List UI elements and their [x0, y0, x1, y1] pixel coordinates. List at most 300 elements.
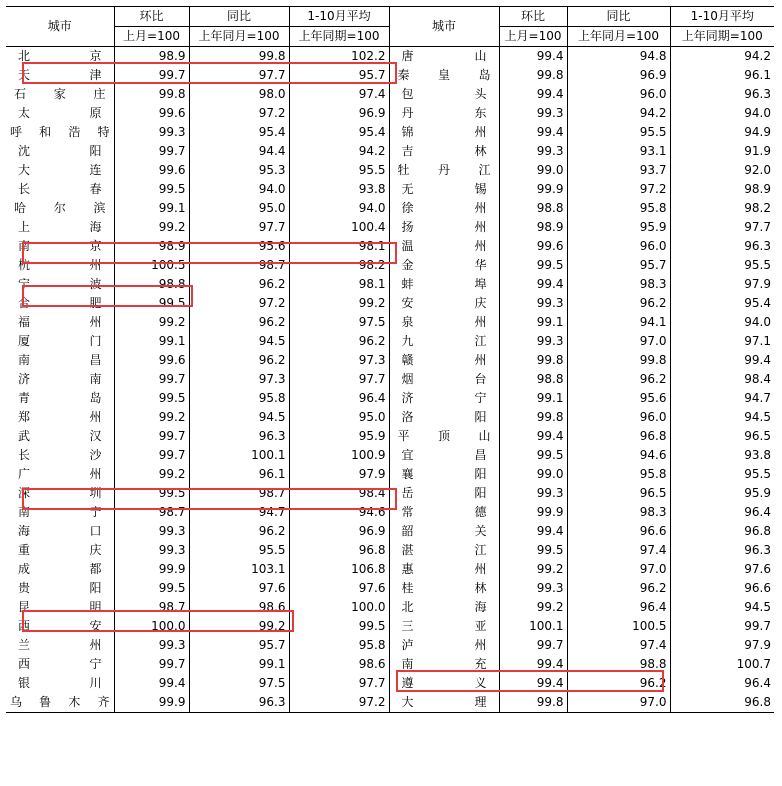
- yoy-cell-left: 98.7: [189, 484, 289, 503]
- yoy-cell-left: 95.6: [189, 237, 289, 256]
- city-cell-right: 南充: [389, 655, 499, 674]
- mom-cell-right: 99.4: [499, 47, 567, 67]
- yoy-cell-right: 95.6: [567, 389, 670, 408]
- avg-cell-left: 96.9: [289, 522, 389, 541]
- avg-cell-left: 106.8: [289, 560, 389, 579]
- header-yoy-right: 同比: [567, 7, 670, 27]
- yoy-cell-right: 97.0: [567, 332, 670, 351]
- yoy-cell-left: 103.1: [189, 560, 289, 579]
- mom-cell-right: 99.3: [499, 332, 567, 351]
- city-cell-left: 兰州: [6, 636, 114, 655]
- table-row: [6, 66, 774, 85]
- mom-cell-right: 99.5: [499, 446, 567, 465]
- yoy-cell-right: 96.6: [567, 522, 670, 541]
- yoy-cell-right: 95.5: [567, 123, 670, 142]
- city-cell-right: 泉州: [389, 313, 499, 332]
- mom-cell-left: 99.5: [114, 294, 189, 313]
- table-row: [6, 446, 774, 465]
- avg-cell-right: 98.9: [744, 182, 771, 196]
- city-cell-right: 湛江: [389, 541, 499, 560]
- yoy-cell-right: 97.4: [567, 636, 670, 655]
- yoy-cell-left: 95.7: [189, 636, 289, 655]
- avg-cell-left: 97.6: [289, 579, 389, 598]
- table-row: [6, 465, 774, 484]
- avg-cell-left: 99.5: [289, 617, 389, 636]
- city-cell-left: 大连: [6, 161, 114, 180]
- city-cell-right: 三亚: [389, 617, 499, 636]
- mom-cell-left: 99.1: [114, 199, 189, 218]
- mom-cell-left: 98.9: [114, 47, 189, 67]
- yoy-cell-left: 99.1: [189, 655, 289, 674]
- mom-cell-left: 99.3: [114, 636, 189, 655]
- yoy-cell-left: 95.0: [189, 199, 289, 218]
- table-body: [6, 47, 774, 713]
- mom-cell-right: 98.8: [499, 370, 567, 389]
- table-row: [6, 332, 774, 351]
- mom-cell-left: 99.5: [114, 389, 189, 408]
- mom-cell-left: 99.3: [114, 522, 189, 541]
- yoy-cell-right: 96.2: [567, 579, 670, 598]
- city-cell-right: 吉林: [389, 142, 499, 161]
- yoy-cell-right: 96.2: [567, 370, 670, 389]
- header-avg-base-left: 上年同期=100: [289, 27, 389, 47]
- avg-cell-right: 95.4: [744, 296, 771, 310]
- avg-cell-left: 95.5: [289, 161, 389, 180]
- yoy-cell-left: 98.6: [189, 598, 289, 617]
- header-yoy-base-left: 上年同月=100: [189, 27, 289, 47]
- table-row: [6, 313, 774, 332]
- avg-cell-right: 94.7: [744, 391, 771, 405]
- table-row: [6, 579, 774, 598]
- yoy-cell-left: 95.4: [189, 123, 289, 142]
- mom-cell-left: 99.7: [114, 655, 189, 674]
- mom-cell-left: 99.7: [114, 66, 189, 85]
- city-cell-right: 洛阳: [389, 408, 499, 427]
- table-row: [6, 142, 774, 161]
- city-cell-left: 成都: [6, 560, 114, 579]
- avg-cell-right: 96.3: [744, 87, 771, 101]
- avg-cell-right: 99.4: [744, 353, 771, 367]
- mom-cell-right: 100.1: [499, 617, 567, 636]
- avg-cell-right: 96.6: [744, 581, 771, 595]
- city-cell-right: 济宁: [389, 389, 499, 408]
- avg-cell-right: 94.5: [744, 600, 771, 614]
- avg-cell-left: 97.7: [289, 674, 389, 693]
- city-cell-left: 广州: [6, 465, 114, 484]
- city-cell-right: 无锡: [389, 180, 499, 199]
- avg-cell-left: 97.5: [289, 313, 389, 332]
- city-cell-left: 济南: [6, 370, 114, 389]
- yoy-cell-right: 95.8: [567, 199, 670, 218]
- mom-cell-right: 99.0: [499, 465, 567, 484]
- mom-cell-left: 99.5: [114, 484, 189, 503]
- avg-cell-left: 100.4: [289, 218, 389, 237]
- avg-cell-left: 95.7: [289, 66, 389, 85]
- city-cell-left: 南宁: [6, 503, 114, 522]
- yoy-cell-right: 96.8: [567, 427, 670, 446]
- mom-cell-right: 98.8: [499, 199, 567, 218]
- city-cell-left: 太原: [6, 104, 114, 123]
- city-cell-right: 蚌埠: [389, 275, 499, 294]
- yoy-cell-left: 95.3: [189, 161, 289, 180]
- yoy-cell-left: 95.8: [189, 389, 289, 408]
- avg-cell-right: 96.4: [744, 676, 771, 690]
- avg-cell-right: 92.0: [744, 163, 771, 177]
- mom-cell-left: 98.7: [114, 503, 189, 522]
- avg-cell-left: 96.2: [289, 332, 389, 351]
- avg-cell-left: 94.2: [289, 142, 389, 161]
- mom-cell-left: 98.9: [114, 237, 189, 256]
- table-row: [6, 636, 774, 655]
- avg-cell-right: 96.4: [744, 505, 771, 519]
- mom-cell-left: 100.0: [114, 617, 189, 636]
- city-cell-left: 长沙: [6, 446, 114, 465]
- yoy-cell-left: 97.5: [189, 674, 289, 693]
- city-cell-left: 哈尔滨: [6, 199, 114, 218]
- mom-cell-left: 99.5: [114, 579, 189, 598]
- avg-cell-right: 96.3: [744, 239, 771, 253]
- avg-cell-right: 94.0: [744, 106, 771, 120]
- avg-cell-right: 96.1: [744, 68, 771, 82]
- city-cell-left: 武汉: [6, 427, 114, 446]
- mom-cell-right: 98.9: [499, 218, 567, 237]
- avg-cell-right: 93.8: [744, 448, 771, 462]
- city-cell-right: 锦州: [389, 123, 499, 142]
- table-row: [6, 161, 774, 180]
- mom-cell-right: 99.0: [499, 161, 567, 180]
- yoy-cell-right: 96.0: [567, 408, 670, 427]
- table-row: [6, 674, 774, 693]
- table-row: [6, 389, 774, 408]
- city-cell-right: 温州: [389, 237, 499, 256]
- table-row: [6, 237, 774, 256]
- avg-cell-right: 91.9: [744, 144, 771, 158]
- mom-cell-left: 98.8: [114, 275, 189, 294]
- mom-cell-left: 99.3: [114, 123, 189, 142]
- city-cell-right: 韶关: [389, 522, 499, 541]
- city-cell-left: 南京: [6, 237, 114, 256]
- mom-cell-left: 99.6: [114, 351, 189, 370]
- mom-cell-right: 99.4: [499, 85, 567, 104]
- avg-cell-left: 95.4: [289, 123, 389, 142]
- avg-cell-right: 98.2: [744, 201, 771, 215]
- city-cell-left: 郑州: [6, 408, 114, 427]
- avg-cell-right: 95.5: [744, 258, 771, 272]
- avg-cell-right: 97.7: [744, 220, 771, 234]
- city-cell-left: 昆明: [6, 598, 114, 617]
- avg-cell-right: 98.4: [744, 372, 771, 386]
- yoy-cell-left: 97.7: [189, 66, 289, 85]
- mom-cell-left: 99.6: [114, 104, 189, 123]
- yoy-cell-left: 94.7: [189, 503, 289, 522]
- avg-cell-right: 97.9: [744, 638, 771, 652]
- table-row: [6, 503, 774, 522]
- table-row: [6, 256, 774, 275]
- city-price-index-table: [6, 6, 774, 713]
- avg-cell-left: 98.1: [289, 237, 389, 256]
- table-row: [6, 484, 774, 503]
- yoy-cell-right: 96.4: [567, 598, 670, 617]
- avg-cell-left: 98.2: [289, 256, 389, 275]
- city-cell-right: 大理: [389, 693, 499, 713]
- avg-cell-right: 96.8: [670, 693, 774, 713]
- yoy-cell-left: 96.2: [189, 522, 289, 541]
- yoy-cell-right: 97.0: [567, 693, 670, 713]
- header-mom-left: 环比: [114, 7, 189, 27]
- header-city-right: 城市: [389, 7, 499, 47]
- yoy-cell-right: 98.3: [567, 503, 670, 522]
- avg-cell-left: 100.9: [289, 446, 389, 465]
- header-city-left: 城市: [6, 7, 114, 47]
- mom-cell-right: 99.4: [499, 655, 567, 674]
- avg-cell-left: 98.1: [289, 275, 389, 294]
- avg-cell-left: 95.0: [289, 408, 389, 427]
- avg-cell-left: 97.7: [289, 370, 389, 389]
- avg-cell-left: 102.2: [289, 47, 389, 67]
- city-cell-left: 乌鲁木齐: [6, 693, 114, 713]
- city-cell-right: 烟台: [389, 370, 499, 389]
- city-cell-left: 天津: [6, 66, 114, 85]
- city-cell-right: 惠州: [389, 560, 499, 579]
- mom-cell-right: 99.2: [499, 598, 567, 617]
- mom-cell-left: 99.4: [114, 674, 189, 693]
- mom-cell-right: 99.4: [499, 275, 567, 294]
- avg-cell-left: 96.9: [289, 104, 389, 123]
- mom-cell-right: 99.1: [499, 389, 567, 408]
- header-mom-base-right: 上月=100: [499, 27, 567, 47]
- avg-cell-left: 94.6: [289, 503, 389, 522]
- yoy-cell-left: 98.7: [189, 256, 289, 275]
- yoy-cell-right: 96.5: [567, 484, 670, 503]
- avg-cell-right: 96.3: [744, 543, 771, 557]
- yoy-cell-left: 96.2: [189, 351, 289, 370]
- mom-cell-right: 99.4: [499, 522, 567, 541]
- yoy-cell-left: 98.0: [189, 85, 289, 104]
- yoy-cell-left: 96.3: [189, 693, 289, 713]
- table-row: [6, 218, 774, 237]
- city-cell-right: 平顶山: [389, 427, 499, 446]
- avg-cell-left: 98.4: [289, 484, 389, 503]
- avg-cell-right: 97.9: [744, 277, 771, 291]
- price-index-table-container: [6, 6, 774, 776]
- mom-cell-right: 99.2: [499, 560, 567, 579]
- city-cell-left: 宁波: [6, 275, 114, 294]
- table-row: [6, 522, 774, 541]
- mom-cell-left: 99.8: [114, 85, 189, 104]
- mom-cell-right: 99.7: [499, 636, 567, 655]
- city-cell-right: 秦皇岛: [389, 66, 499, 85]
- yoy-cell-right: 94.6: [567, 446, 670, 465]
- city-cell-left: 上海: [6, 218, 114, 237]
- yoy-cell-right: 97.4: [567, 541, 670, 560]
- table-row: [6, 294, 774, 313]
- yoy-cell-left: 96.3: [189, 427, 289, 446]
- yoy-cell-right: 97.0: [567, 560, 670, 579]
- mom-cell-left: 99.2: [114, 218, 189, 237]
- yoy-cell-left: 97.6: [189, 579, 289, 598]
- header-avg-base-right: 上年同期=100: [670, 27, 774, 47]
- table-row: [6, 370, 774, 389]
- avg-cell-right: 96.5: [744, 429, 771, 443]
- city-cell-right: 安庆: [389, 294, 499, 313]
- mom-cell-left: 99.6: [114, 161, 189, 180]
- city-cell-left: 长春: [6, 180, 114, 199]
- avg-cell-left: 97.2: [289, 693, 389, 713]
- mom-cell-right: 99.5: [499, 256, 567, 275]
- mom-cell-left: 100.5: [114, 256, 189, 275]
- city-cell-left: 南昌: [6, 351, 114, 370]
- avg-cell-left: 99.2: [289, 294, 389, 313]
- avg-cell-right: 94.2: [670, 47, 774, 67]
- mom-cell-left: 99.7: [114, 427, 189, 446]
- yoy-cell-left: 94.4: [189, 142, 289, 161]
- avg-cell-left: 100.0: [289, 598, 389, 617]
- table-row: [6, 180, 774, 199]
- table-row: [6, 199, 774, 218]
- city-cell-left: 重庆: [6, 541, 114, 560]
- city-cell-left: 银川: [6, 674, 114, 693]
- avg-cell-left: 93.8: [289, 180, 389, 199]
- header-yoy-left: 同比: [189, 7, 289, 27]
- table-row: [6, 104, 774, 123]
- city-cell-right: 北海: [389, 598, 499, 617]
- mom-cell-right: 99.9: [499, 180, 567, 199]
- avg-cell-left: 96.8: [289, 541, 389, 560]
- yoy-cell-right: 99.8: [567, 351, 670, 370]
- yoy-cell-right: 96.0: [567, 237, 670, 256]
- city-cell-left: 北京: [6, 47, 114, 67]
- city-cell-left: 石家庄: [6, 85, 114, 104]
- mom-cell-right: 99.4: [499, 674, 567, 693]
- yoy-cell-left: 96.2: [189, 275, 289, 294]
- table-row: [6, 85, 774, 104]
- table-row: [6, 560, 774, 579]
- city-cell-right: 泸州: [389, 636, 499, 655]
- header-avg-right: 1-10月平均: [670, 7, 774, 27]
- mom-cell-left: 99.7: [114, 446, 189, 465]
- yoy-cell-right: 96.2: [567, 294, 670, 313]
- yoy-cell-right: 94.8: [567, 47, 670, 67]
- city-cell-left: 青岛: [6, 389, 114, 408]
- mom-cell-right: 99.1: [499, 313, 567, 332]
- header-avg-left: 1-10月平均: [289, 7, 389, 27]
- yoy-cell-left: 94.5: [189, 332, 289, 351]
- mom-cell-right: 99.3: [499, 579, 567, 598]
- yoy-cell-left: 97.2: [189, 104, 289, 123]
- avg-cell-right: 100.7: [736, 657, 771, 671]
- mom-cell-right: 99.3: [499, 294, 567, 313]
- mom-cell-right: 99.4: [499, 123, 567, 142]
- yoy-cell-right: 96.2: [567, 674, 670, 693]
- city-cell-right: 赣州: [389, 351, 499, 370]
- avg-cell-left: 94.0: [289, 199, 389, 218]
- mom-cell-left: 99.2: [114, 408, 189, 427]
- city-cell-right: 包头: [389, 85, 499, 104]
- mom-cell-right: 99.8: [499, 66, 567, 85]
- avg-cell-right: 95.9: [744, 486, 771, 500]
- city-cell-right: 牡丹江: [389, 161, 499, 180]
- yoy-cell-left: 97.2: [189, 294, 289, 313]
- table-row: [6, 123, 774, 142]
- yoy-cell-right: 95.7: [567, 256, 670, 275]
- yoy-cell-left: 99.2: [189, 617, 289, 636]
- yoy-cell-left: 94.5: [189, 408, 289, 427]
- header-mom-base-left: 上月=100: [114, 27, 189, 47]
- city-cell-right: 遵义: [389, 674, 499, 693]
- table-row: [6, 617, 774, 636]
- table-row: [6, 598, 774, 617]
- mom-cell-left: 99.7: [114, 142, 189, 161]
- city-cell-right: 常德: [389, 503, 499, 522]
- city-cell-left: 福州: [6, 313, 114, 332]
- avg-cell-right: 97.6: [744, 562, 771, 576]
- table-row: [6, 427, 774, 446]
- city-cell-left: 海口: [6, 522, 114, 541]
- table-row: [6, 275, 774, 294]
- city-cell-left: 合肥: [6, 294, 114, 313]
- yoy-cell-left: 96.2: [189, 313, 289, 332]
- mom-cell-left: 99.9: [114, 560, 189, 579]
- yoy-cell-right: 98.3: [567, 275, 670, 294]
- mom-cell-left: 99.2: [114, 465, 189, 484]
- avg-cell-left: 95.8: [289, 636, 389, 655]
- avg-cell-left: 97.3: [289, 351, 389, 370]
- mom-cell-right: 99.4: [499, 427, 567, 446]
- avg-cell-right: 94.9: [744, 125, 771, 139]
- city-cell-right: 丹东: [389, 104, 499, 123]
- city-cell-right: 宜昌: [389, 446, 499, 465]
- mom-cell-right: 99.6: [499, 237, 567, 256]
- avg-cell-left: 96.4: [289, 389, 389, 408]
- avg-cell-right: 97.1: [744, 334, 771, 348]
- mom-cell-right: 99.8: [499, 351, 567, 370]
- yoy-cell-left: 100.1: [189, 446, 289, 465]
- mom-cell-left: 98.7: [114, 598, 189, 617]
- yoy-cell-right: 100.5: [567, 617, 670, 636]
- city-cell-right: 唐山: [389, 47, 499, 67]
- city-cell-left: 杭州: [6, 256, 114, 275]
- mom-cell-left: 99.1: [114, 332, 189, 351]
- yoy-cell-right: 96.0: [567, 85, 670, 104]
- avg-cell-right: 94.5: [744, 410, 771, 424]
- city-cell-right: 襄阳: [389, 465, 499, 484]
- city-cell-right: 徐州: [389, 199, 499, 218]
- city-cell-left: 西安: [6, 617, 114, 636]
- city-cell-left: 深圳: [6, 484, 114, 503]
- yoy-cell-right: 96.9: [567, 66, 670, 85]
- yoy-cell-left: 94.0: [189, 180, 289, 199]
- yoy-cell-right: 95.8: [567, 465, 670, 484]
- mom-cell-left: 99.7: [114, 370, 189, 389]
- yoy-cell-left: 95.5: [189, 541, 289, 560]
- yoy-cell-right: 95.9: [567, 218, 670, 237]
- avg-cell-left: 95.9: [289, 427, 389, 446]
- city-cell-right: 扬州: [389, 218, 499, 237]
- mom-cell-right: 99.8: [499, 693, 567, 713]
- avg-cell-right: 99.7: [744, 619, 771, 633]
- table-row: [6, 351, 774, 370]
- avg-cell-right: 96.8: [744, 524, 771, 538]
- yoy-cell-left: 99.8: [189, 47, 289, 67]
- header-mom-right: 环比: [499, 7, 567, 27]
- city-cell-left: 贵阳: [6, 579, 114, 598]
- yoy-cell-right: 97.2: [567, 180, 670, 199]
- header-yoy-base-right: 上年同月=100: [567, 27, 670, 47]
- city-cell-left: 沈阳: [6, 142, 114, 161]
- avg-cell-right: 94.0: [744, 315, 771, 329]
- mom-cell-left: 99.2: [114, 313, 189, 332]
- avg-cell-left: 97.9: [289, 465, 389, 484]
